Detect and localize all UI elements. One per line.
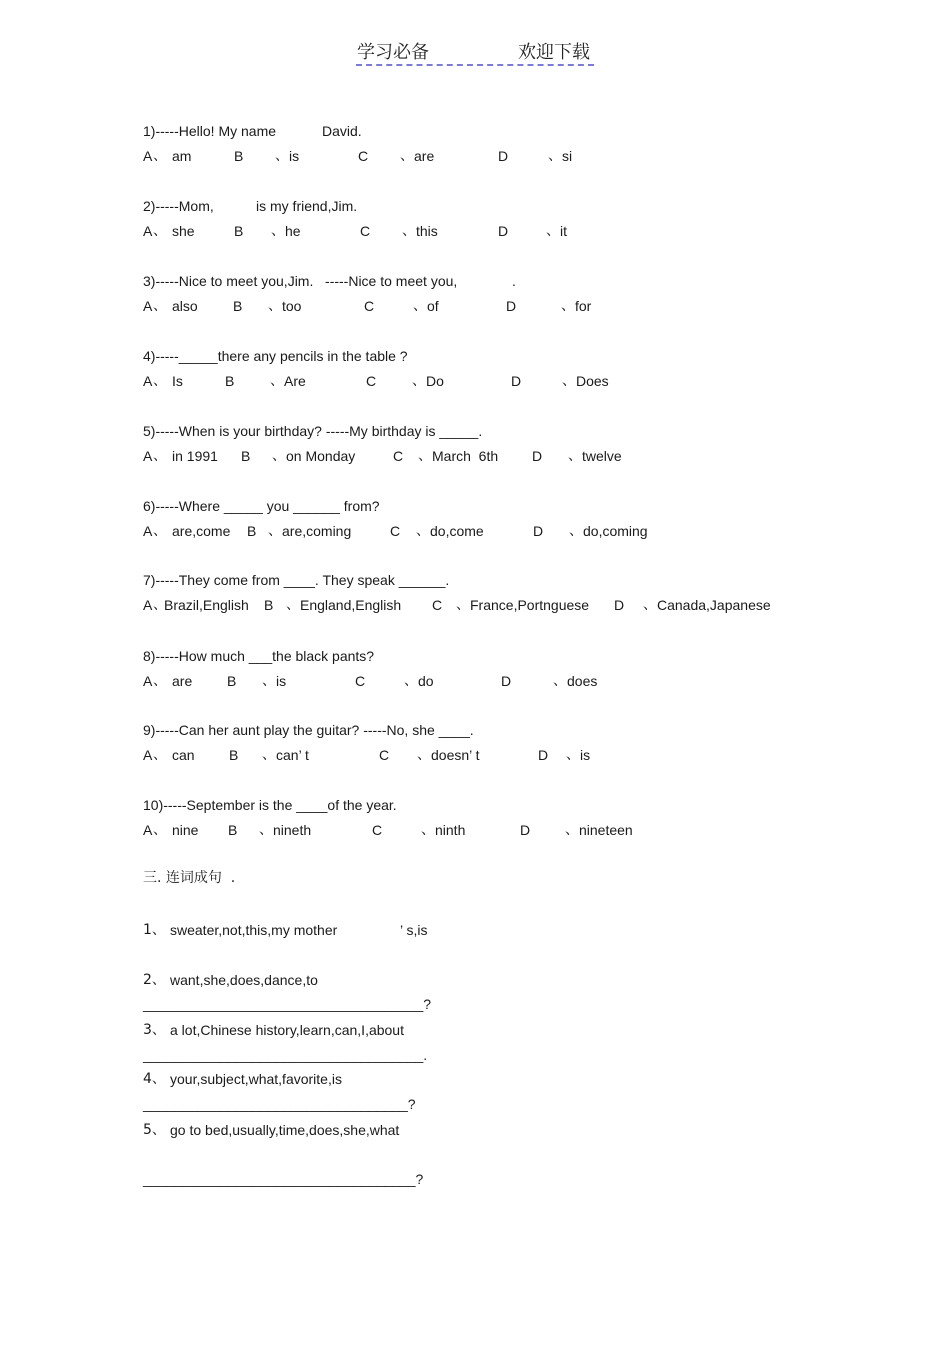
- option-separator: 、: [569, 523, 583, 539]
- question-text: 4)-----_____there any pencils in the table ?: [143, 348, 408, 364]
- option-letter: B: [264, 597, 274, 613]
- option-letter: A: [143, 448, 153, 464]
- option-letter: A: [143, 597, 153, 613]
- option-separator: 、: [416, 523, 430, 539]
- option-letter: A: [143, 298, 153, 314]
- option-separator: 、: [153, 373, 167, 389]
- option-text: Canada,Japanese: [657, 597, 771, 613]
- option-letter: C: [432, 597, 443, 613]
- option-letter: D: [498, 148, 509, 164]
- option-text: are,coming: [282, 523, 352, 539]
- option-separator: 、: [153, 673, 167, 689]
- option-letter: D: [532, 448, 543, 464]
- option-text: Brazil,English: [164, 597, 249, 613]
- option-separator: 、: [270, 373, 284, 389]
- option-letter: B: [225, 373, 235, 389]
- question-text: 9)-----Can her aunt play the guitar? -----No, she ____.: [143, 722, 474, 738]
- option-letter: D: [506, 298, 517, 314]
- option-separator: 、: [546, 223, 560, 239]
- sentence-number: 4、: [143, 1071, 166, 1087]
- option-letter: C: [360, 223, 371, 239]
- option-separator: 、: [548, 148, 562, 164]
- option-letter: B: [227, 673, 237, 689]
- option-text: nineteen: [579, 822, 633, 838]
- option-separator: 、: [562, 373, 576, 389]
- option-letter: A: [143, 148, 153, 164]
- option-letter: C: [358, 148, 369, 164]
- question-text: 7)-----They come from ____. They speak ______.: [143, 572, 450, 588]
- question-text-tail: is my friend,Jim.: [256, 198, 358, 214]
- option-text: do,coming: [583, 523, 648, 539]
- option-text: it: [560, 223, 567, 239]
- option-text: nine: [172, 822, 199, 838]
- option-text: England,English: [300, 597, 402, 613]
- option-letter: C: [364, 298, 375, 314]
- question-text: 10)-----September is the ____of the year.: [143, 797, 397, 813]
- option-separator: 、: [400, 148, 414, 164]
- option-letter: D: [538, 747, 549, 763]
- option-letter: B: [241, 448, 251, 464]
- option-separator: 、: [418, 448, 432, 464]
- option-letter: C: [355, 673, 366, 689]
- option-letter: D: [501, 673, 512, 689]
- option-letter: A: [143, 747, 153, 763]
- sentence-number: 2、: [143, 972, 166, 988]
- option-text: ninth: [435, 822, 466, 838]
- sentence-number: 1、: [143, 922, 166, 938]
- option-text: also: [172, 298, 198, 314]
- option-separator: 、: [153, 822, 167, 838]
- sentence-words: sweater,not,this,my mother: [170, 922, 338, 938]
- option-separator: 、: [565, 822, 579, 838]
- option-letter: B: [234, 148, 244, 164]
- option-separator: 、: [402, 223, 416, 239]
- option-separator: 、: [268, 298, 282, 314]
- option-letter: D: [533, 523, 544, 539]
- option-separator: 、: [153, 747, 167, 763]
- question-text: 1)-----Hello! My name: [143, 123, 277, 139]
- option-text: this: [416, 223, 438, 239]
- answer-blank: ___________________________________?: [143, 1171, 424, 1187]
- option-separator: 、: [153, 298, 167, 314]
- option-text: Is: [172, 373, 183, 389]
- option-letter: D: [498, 223, 509, 239]
- option-text: do: [418, 673, 434, 689]
- option-text: does: [567, 673, 598, 689]
- option-text: can’ t: [276, 747, 309, 763]
- option-letter: C: [393, 448, 404, 464]
- option-text: do,come: [430, 523, 484, 539]
- option-text: on Monday: [286, 448, 356, 464]
- option-separator: 、: [262, 673, 276, 689]
- option-separator: 、: [643, 597, 657, 613]
- option-text: is: [289, 148, 300, 164]
- answer-blank: ____________________________________.: [143, 1047, 428, 1063]
- option-text: Do: [426, 373, 444, 389]
- header-dashed-underline: [356, 64, 594, 66]
- option-letter: B: [228, 822, 238, 838]
- section-title: 三. 连词成句 .: [143, 870, 236, 886]
- question-text: 3)-----Nice to meet you,Jim. -----Nice to meet you,: [143, 273, 458, 289]
- option-text: are,come: [172, 523, 231, 539]
- option-letter: A: [143, 223, 153, 239]
- option-letter: C: [390, 523, 401, 539]
- option-separator: 、: [153, 523, 167, 539]
- option-separator: 、: [568, 448, 582, 464]
- option-letter: B: [247, 523, 257, 539]
- option-text: doesn’ t: [431, 747, 480, 763]
- option-text: nineth: [273, 822, 312, 838]
- option-text: Are: [284, 373, 306, 389]
- option-letter: A: [143, 822, 153, 838]
- sentence-words: go to bed,usually,time,does,she,what: [170, 1122, 400, 1138]
- option-letter: A: [143, 373, 153, 389]
- sentence-words-extra: ’ s,is: [400, 922, 428, 938]
- sentence-words: want,she,does,dance,to: [170, 972, 318, 988]
- option-separator: 、: [153, 448, 167, 464]
- question-text: 6)-----Where _____ you ______ from?: [143, 498, 380, 514]
- answer-blank: __________________________________?: [143, 1096, 416, 1112]
- option-letter: C: [372, 822, 383, 838]
- sentence-words: your,subject,what,favorite,is: [170, 1071, 342, 1087]
- option-separator: 、: [153, 597, 167, 613]
- option-separator: 、: [275, 148, 289, 164]
- option-text: are: [172, 673, 193, 689]
- option-letter: A: [143, 523, 153, 539]
- option-separator: 、: [417, 747, 431, 763]
- option-text: are: [414, 148, 435, 164]
- option-letter: D: [520, 822, 531, 838]
- option-text: in 1991: [172, 448, 218, 464]
- option-separator: 、: [412, 373, 426, 389]
- header-right-text: 欢迎下载: [518, 42, 590, 63]
- option-letter: C: [379, 747, 390, 763]
- sentence-number: 5、: [143, 1122, 166, 1138]
- option-separator: 、: [153, 148, 167, 164]
- sentence-words: a lot,Chinese history,learn,can,I,about: [170, 1022, 404, 1038]
- option-separator: 、: [566, 747, 580, 763]
- option-letter: C: [366, 373, 377, 389]
- question-text: 5)-----When is your birthday? -----My birthday is _____.: [143, 423, 483, 439]
- option-separator: 、: [561, 298, 575, 314]
- option-text: of: [427, 298, 439, 314]
- option-separator: 、: [272, 448, 286, 464]
- option-text: Does: [576, 373, 609, 389]
- option-separator: 、: [271, 223, 285, 239]
- option-text: am: [172, 148, 192, 164]
- header-left-text: 学习必备: [357, 42, 429, 63]
- option-separator: 、: [286, 597, 300, 613]
- question-text: 2)-----Mom,: [143, 198, 214, 214]
- option-separator: 、: [456, 597, 470, 613]
- option-text: too: [282, 298, 302, 314]
- option-letter: B: [233, 298, 243, 314]
- option-separator: 、: [268, 523, 282, 539]
- option-separator: 、: [262, 747, 276, 763]
- option-text: he: [285, 223, 301, 239]
- option-text: twelve: [582, 448, 622, 464]
- question-text: 8)-----How much ___the black pants?: [143, 648, 375, 664]
- option-letter: B: [229, 747, 239, 763]
- sentence-number: 3、: [143, 1022, 166, 1038]
- option-separator: 、: [404, 673, 418, 689]
- option-letter: D: [614, 597, 625, 613]
- option-text: si: [562, 148, 573, 164]
- option-text: is: [276, 673, 287, 689]
- option-letter: A: [143, 673, 153, 689]
- option-text: is: [580, 747, 591, 763]
- option-text: she: [172, 223, 195, 239]
- option-separator: 、: [153, 223, 167, 239]
- option-separator: 、: [259, 822, 273, 838]
- option-text: can: [172, 747, 195, 763]
- option-letter: B: [234, 223, 244, 239]
- option-separator: 、: [421, 822, 435, 838]
- option-text: for: [575, 298, 592, 314]
- option-letter: D: [511, 373, 522, 389]
- option-separator: 、: [553, 673, 567, 689]
- question-text-tail: .: [512, 273, 516, 289]
- question-text-tail: David.: [322, 123, 362, 139]
- option-separator: 、: [413, 298, 427, 314]
- option-text: France,Portnguese: [470, 597, 590, 613]
- answer-blank: ____________________________________?: [143, 996, 432, 1012]
- option-text: March 6th: [432, 448, 499, 464]
